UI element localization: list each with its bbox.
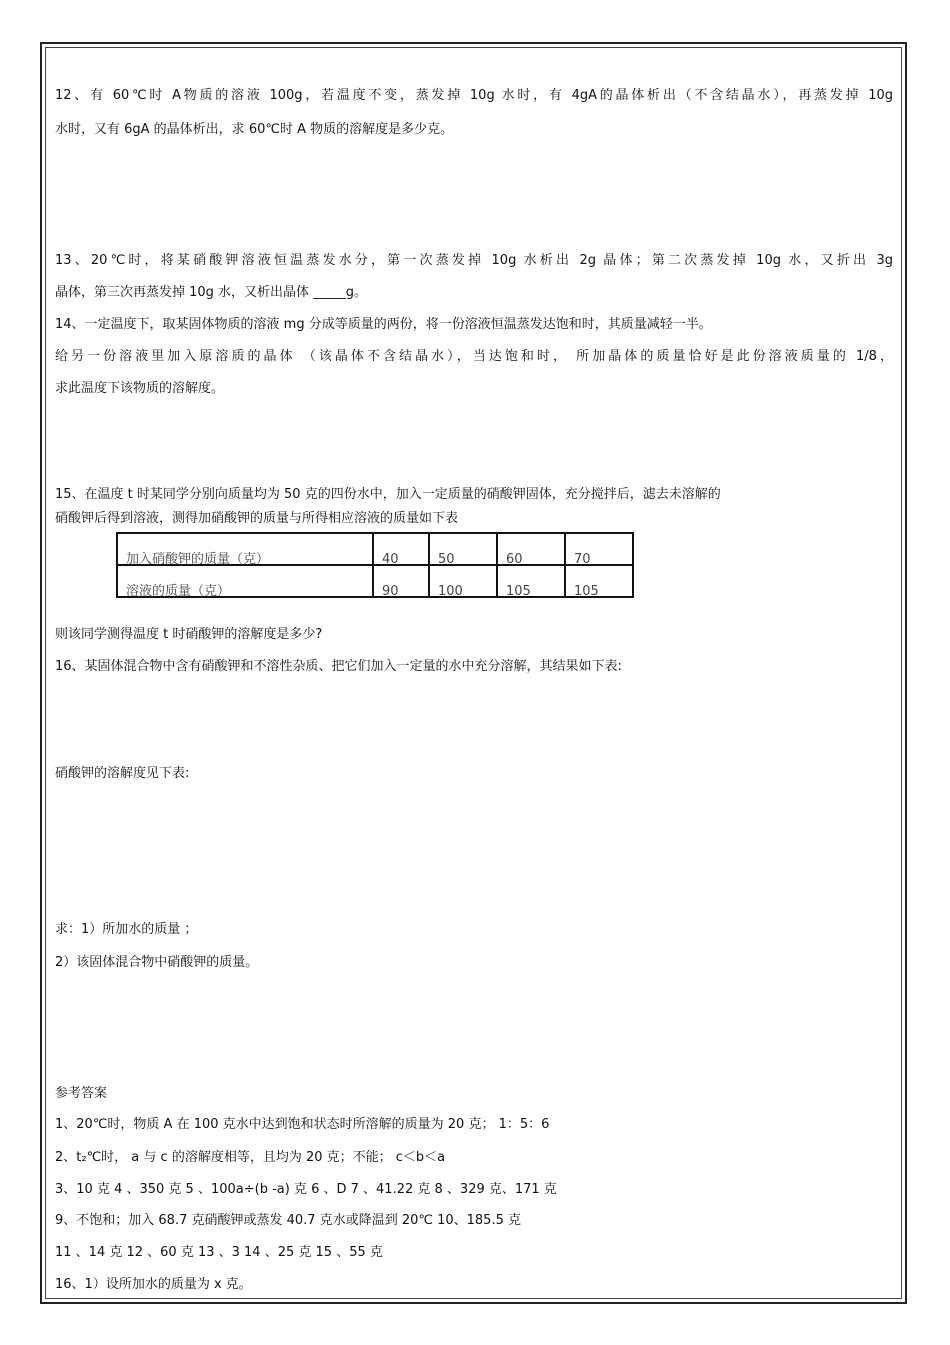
q14-line1: 14、一定温度下，取某固体物质的溶液 mg 分成等质量的两份，将一份溶液恒温蒸发达饱和时，其质量减轻一半。 [55,317,712,332]
table-row [117,565,633,597]
table-cell: 90 [373,565,429,597]
q16-line2: 硝酸钾的溶解度见下表: [55,766,190,781]
answer-3: 3、10 克 4 、350 克 5 、100a÷(b -a) 克 6 、D 7 、41.22 克 8 、329 克、171 克 [55,1182,557,1197]
q12-line1: 12、有 60℃时 A物质的溶液 100g，若温度不变，蒸发掉 10g 水时，有 4gA的晶体析出（不含结晶水），再蒸发掉 10g [55,88,893,103]
answers-heading: 参考答案 [55,1086,108,1101]
q12-line2: 水时，又有 6gA 的晶体析出，求 60℃时 A 物质的溶解度是多少克。 [55,122,454,137]
q13-line2: 晶体，第三次再蒸发掉 10g 水，又析出晶体 _____g。 [55,285,367,300]
q14-line3: 求此温度下该物质的溶解度。 [55,381,225,396]
table-cell: 105 [497,565,565,597]
answer-1: 1、20℃时，物质 A 在 100 克水中达到饱和状态时所溶解的质量为 20 克； 1：5：6 [55,1117,550,1132]
table-cell: 100 [429,565,497,597]
answer-9: 9、不饱和；加入 68.7 克硝酸钾或蒸发 40.7 克水或降温到 20℃ 10、185.5 克 [55,1213,521,1228]
table-cell: 105 [565,565,633,597]
answer-11: 11 、14 克 12 、60 克 13 、3 14 、25 克 15 、55 克 [55,1245,383,1260]
table-cell-label: 加入硝酸钾的质量（克） [117,533,373,565]
q15-question: 则该同学测得温度 t 时硝酸钾的溶解度是多少? [55,627,323,642]
table-cell: 60 [497,533,565,565]
q15-line2: 硝酸钾后得到溶液，测得加硝酸钾的质量与所得相应溶液的质量如下表 [55,511,459,526]
q16-line3: 求：1）所加水的质量 ； [55,922,198,937]
q16-line4: 2）该固体混合物中硝酸钾的质量。 [55,955,259,970]
table-cell: 40 [373,533,429,565]
table-cell-label: 溶液的质量（克） [117,565,373,597]
q15-data-table [116,532,634,598]
q16-line1: 16、某固体混合物中含有硝酸钾和不溶性杂质、把它们加入一定量的水中充分溶解，其结果如下表: [55,659,622,674]
answer-2: 2、t₂℃时， a 与 c 的溶解度相等，且均为 20 克；不能； c＜b＜a [55,1150,446,1165]
q15-line1: 15、在温度 t 时某同学分别向质量均为 50 克的四份水中，加入一定质量的硝酸钾固体，充分搅拌后，滤去未溶解的 [55,487,721,502]
answer-16: 16、1）设所加水的质量为 x 克。 [55,1277,252,1292]
table-cell: 70 [565,533,633,565]
table-row [117,533,633,565]
q14-line2: 给另一份溶液里加入原溶质的晶体 （该晶体不含结晶水），当达饱和时， 所加晶体的质量恰好是此份溶液质量的 1/8， [55,349,893,364]
q13-line1: 13、20℃时，将某硝酸钾溶液恒温蒸发水分，第一次蒸发掉 10g 水析出 2g 晶体；第二次蒸发掉 10g 水，又折出 3g [55,253,893,268]
table-cell: 50 [429,533,497,565]
